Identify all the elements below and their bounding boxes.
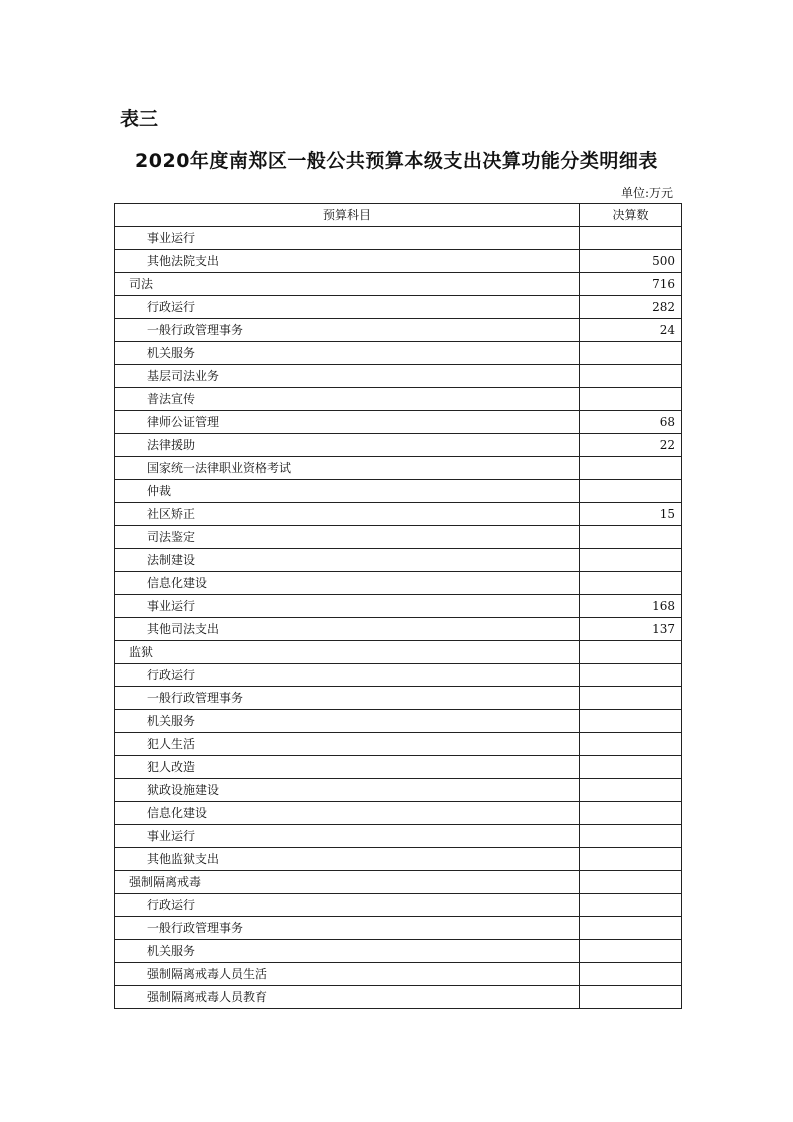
- table-number-label: 表三: [120, 108, 159, 130]
- budget-item-name: 律师公证管理: [115, 411, 580, 434]
- table-row: [115, 641, 682, 664]
- table-row: [115, 894, 682, 917]
- budget-item-name: 强制隔离戒毒人员生活: [115, 963, 580, 986]
- budget-item-name: 信息化建设: [115, 572, 580, 595]
- budget-item-name: 其他司法支出: [115, 618, 580, 641]
- final-amount-value: 282: [580, 296, 682, 319]
- table-row: [115, 825, 682, 848]
- final-amount-value: 22: [580, 434, 682, 457]
- table-row: [115, 457, 682, 480]
- budget-item-name: 普法宣传: [115, 388, 580, 411]
- final-amount-value: [580, 687, 682, 710]
- budget-item-name: 法律援助: [115, 434, 580, 457]
- table-row: [115, 618, 682, 641]
- final-amount-value: [580, 572, 682, 595]
- final-amount-value: [580, 710, 682, 733]
- table-row: [115, 342, 682, 365]
- budget-item-name: 其他法院支出: [115, 250, 580, 273]
- final-amount-value: 15: [580, 503, 682, 526]
- table-row: [115, 411, 682, 434]
- budget-item-name: 一般行政管理事务: [115, 917, 580, 940]
- table-row: [115, 526, 682, 549]
- table-row: [115, 227, 682, 250]
- table-row: [115, 802, 682, 825]
- column-header-budget-item: 预算科目: [115, 204, 580, 227]
- final-amount-value: [580, 825, 682, 848]
- final-amount-value: [580, 342, 682, 365]
- final-amount-value: [580, 917, 682, 940]
- final-amount-value: [580, 894, 682, 917]
- table-row: [115, 986, 682, 1009]
- budget-table: [114, 203, 682, 1009]
- table-row: [115, 549, 682, 572]
- final-amount-value: [580, 779, 682, 802]
- budget-item-name: 司法鉴定: [115, 526, 580, 549]
- final-amount-value: 716: [580, 273, 682, 296]
- table-row: [115, 917, 682, 940]
- final-amount-value: [580, 986, 682, 1009]
- budget-item-name: 机关服务: [115, 342, 580, 365]
- table-row: [115, 871, 682, 894]
- table-row: [115, 595, 682, 618]
- final-amount-value: [580, 940, 682, 963]
- final-amount-value: [580, 457, 682, 480]
- final-amount-value: [580, 733, 682, 756]
- table-row: [115, 733, 682, 756]
- final-amount-value: 168: [580, 595, 682, 618]
- table-row: [115, 273, 682, 296]
- final-amount-value: [580, 664, 682, 687]
- budget-item-name: 狱政设施建设: [115, 779, 580, 802]
- table-row: [115, 480, 682, 503]
- budget-item-name: 行政运行: [115, 894, 580, 917]
- table-row: [115, 388, 682, 411]
- budget-item-name: 机关服务: [115, 710, 580, 733]
- final-amount-value: [580, 871, 682, 894]
- table-row: [115, 434, 682, 457]
- final-amount-value: 24: [580, 319, 682, 342]
- document-title: 2020年度南郑区一般公共预算本级支出决算功能分类明细表: [135, 150, 658, 172]
- budget-item-name: 犯人改造: [115, 756, 580, 779]
- final-amount-value: 68: [580, 411, 682, 434]
- budget-item-name: 犯人生活: [115, 733, 580, 756]
- final-amount-value: [580, 526, 682, 549]
- budget-item-name: 仲裁: [115, 480, 580, 503]
- final-amount-value: [580, 963, 682, 986]
- budget-item-name: 社区矫正: [115, 503, 580, 526]
- unit-label: 单位:万元: [620, 186, 673, 200]
- final-amount-value: 500: [580, 250, 682, 273]
- budget-item-name: 国家统一法律职业资格考试: [115, 457, 580, 480]
- final-amount-value: [580, 641, 682, 664]
- table-row: [115, 572, 682, 595]
- budget-item-name: 机关服务: [115, 940, 580, 963]
- table-row: [115, 319, 682, 342]
- budget-item-name: 强制隔离戒毒: [115, 871, 580, 894]
- final-amount-value: [580, 848, 682, 871]
- table-row: [115, 779, 682, 802]
- final-amount-value: [580, 365, 682, 388]
- budget-item-name: 强制隔离戒毒人员教育: [115, 986, 580, 1009]
- final-amount-value: [580, 227, 682, 250]
- budget-item-name: 一般行政管理事务: [115, 687, 580, 710]
- final-amount-value: 137: [580, 618, 682, 641]
- budget-item-name: 行政运行: [115, 296, 580, 319]
- table-row: [115, 503, 682, 526]
- table-row: [115, 848, 682, 871]
- budget-item-name: 事业运行: [115, 825, 580, 848]
- table-row: [115, 687, 682, 710]
- table-body: [115, 227, 682, 1009]
- budget-item-name: 司法: [115, 273, 580, 296]
- table-row: [115, 940, 682, 963]
- final-amount-value: [580, 756, 682, 779]
- column-header-final-amount: 决算数: [580, 204, 682, 227]
- final-amount-value: [580, 802, 682, 825]
- budget-item-name: 事业运行: [115, 227, 580, 250]
- table-row: [115, 250, 682, 273]
- table-row: [115, 664, 682, 687]
- budget-item-name: 信息化建设: [115, 802, 580, 825]
- budget-item-name: 其他监狱支出: [115, 848, 580, 871]
- table-row: [115, 756, 682, 779]
- budget-item-name: 事业运行: [115, 595, 580, 618]
- budget-item-name: 行政运行: [115, 664, 580, 687]
- budget-item-name: 一般行政管理事务: [115, 319, 580, 342]
- final-amount-value: [580, 480, 682, 503]
- budget-item-name: 监狱: [115, 641, 580, 664]
- budget-item-name: 法制建设: [115, 549, 580, 572]
- final-amount-value: [580, 388, 682, 411]
- table-row: [115, 963, 682, 986]
- table-row: [115, 296, 682, 319]
- budget-item-name: 基层司法业务: [115, 365, 580, 388]
- table-row: [115, 365, 682, 388]
- table-row: [115, 710, 682, 733]
- final-amount-value: [580, 549, 682, 572]
- table-header-row: [115, 204, 682, 227]
